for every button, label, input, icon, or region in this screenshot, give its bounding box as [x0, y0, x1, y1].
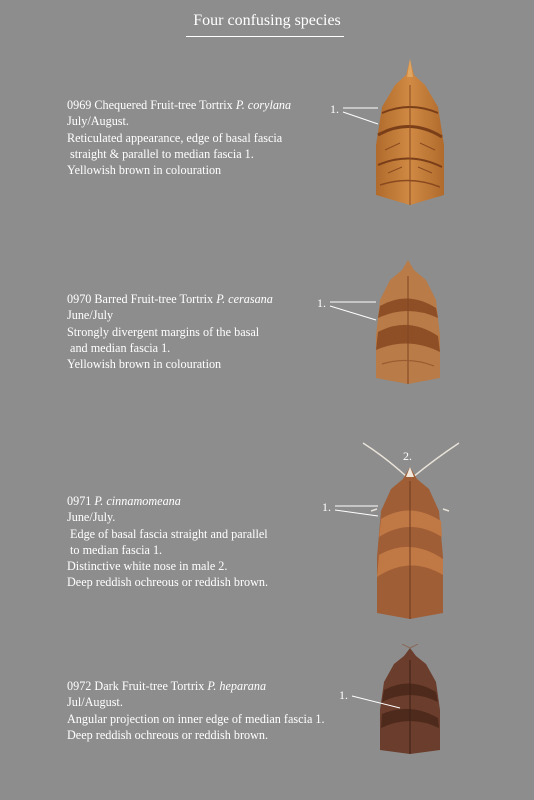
description-line: Distinctive white nose in male 2. [67, 559, 228, 574]
page-title: Four confusing species [193, 12, 341, 29]
colour-note: Deep reddish ochreous or reddish brown. [67, 727, 269, 742]
colour-note: Yellowish brown in colouration [67, 163, 222, 178]
description-line: straight & parallel to median fascia 1. [67, 146, 254, 161]
species-heading: 0969 Chequered Fruit-tree Tortrix P. corylana [67, 98, 292, 112]
annotation-label-1: 1. [339, 688, 348, 702]
flight-period: July/August. [67, 114, 129, 129]
description-line: and median fascia 1. [67, 340, 171, 355]
species-heading: 0971 P. cinnamomeana [67, 494, 181, 508]
colour-note: Yellowish brown in colouration [67, 357, 222, 372]
description-line: Strongly divergent margins of the basal [67, 324, 260, 339]
colour-note: Deep reddish ochreous or reddish brown. [67, 575, 269, 590]
species-heading: 0972 Dark Fruit-tree Tortrix P. heparana [67, 679, 267, 693]
annotation-label-1: 1. [330, 102, 339, 116]
annotation-label-1: 1. [322, 500, 331, 514]
description-line: Reticulated appearance, edge of basal fascia [67, 130, 283, 145]
flight-period: June/July. [67, 510, 116, 525]
description-line: Edge of basal fascia straight and parallel [67, 526, 268, 541]
description-line: Angular projection on inner edge of median fascia 1. [67, 711, 325, 726]
flight-period: Jul/August. [67, 695, 123, 710]
flight-period: June/July [67, 308, 114, 323]
annotation-label-1: 1. [317, 296, 326, 310]
description-line: to median fascia 1. [67, 542, 163, 557]
species-heading: 0970 Barred Fruit-tree Tortrix P. cerasana [67, 292, 273, 306]
annotation-label-2: 2. [403, 449, 412, 463]
